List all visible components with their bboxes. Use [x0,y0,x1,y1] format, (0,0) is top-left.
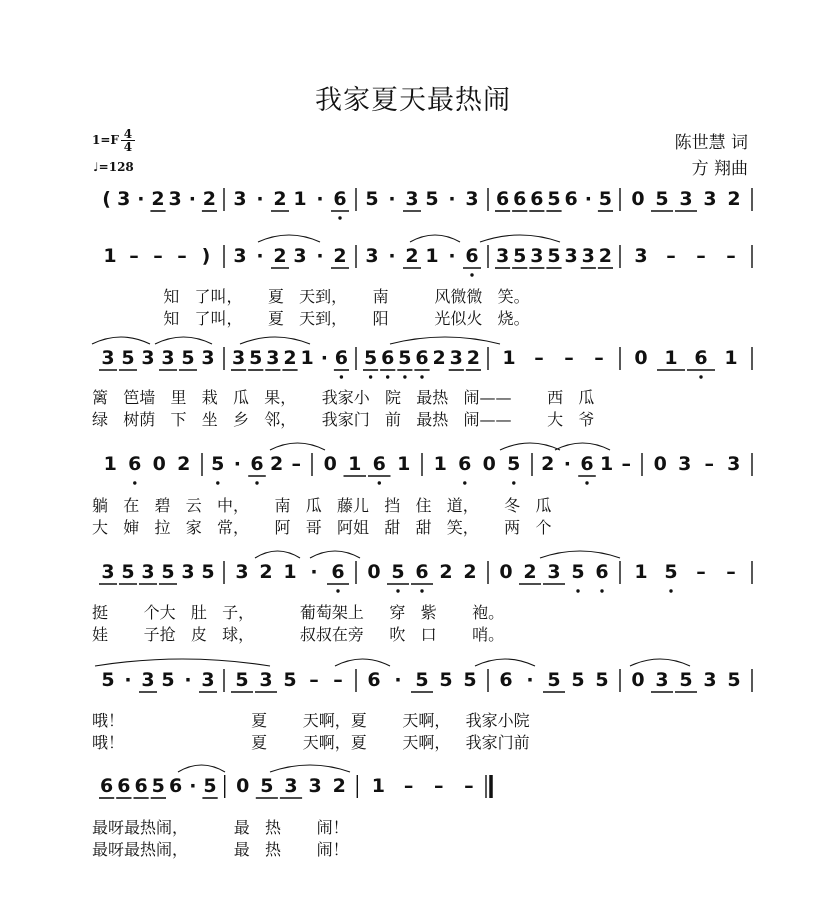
note: 1 [664,347,678,369]
note: 0 [634,347,648,369]
note: 3 [727,453,741,475]
lower-octave-dot [255,481,258,484]
lyrics-row-4-verse-2: 大 婶 拉 家 常， 阿 哥 阿姐 甜 甜 笑， 两 个 [92,518,552,537]
slur [335,659,390,666]
note: 3 [161,347,175,369]
lower-octave-dot [340,375,343,378]
note: 1 [300,347,314,369]
note: 5 [211,453,225,475]
note: 0 [236,775,250,797]
dot: · [256,245,264,267]
note: 6 [134,775,148,797]
note: 5 [398,347,412,369]
note: 2 [541,453,555,475]
time-bottom: 4 [123,140,133,154]
note: 5 [727,669,741,691]
note: 2 [405,245,419,267]
lower-octave-dot [512,481,515,484]
note: 1 [103,453,117,475]
note: 2 [333,245,347,267]
note: 6 [513,188,527,210]
note: 5 [595,669,609,691]
note: 2 [439,561,453,583]
note: 5 [161,561,175,583]
slur [270,443,325,450]
note: 5 [203,775,217,797]
composer-credit: 方 翔曲 [691,159,748,179]
lower-octave-dot [338,216,341,219]
key-label: 1=F [92,133,119,147]
note: 2 [463,561,477,583]
note: 2 [259,561,273,583]
note: 2 [523,561,537,583]
note: 2 [332,775,346,797]
note: 0 [367,561,381,583]
slur [310,551,360,558]
lower-octave-dot [600,589,603,592]
note: 5 [201,561,215,583]
dot: · [189,775,197,797]
dot: · [316,245,324,267]
dash: – [666,245,676,267]
note: 3 [117,188,131,210]
dash: – [564,347,574,369]
lower-octave-dot [420,375,423,378]
note: 5 [260,775,274,797]
dash: – [534,347,544,369]
dash: – [621,453,631,475]
time-top: 4 [121,128,135,141]
note: 0 [152,453,166,475]
lower-octave-dot [470,273,473,276]
note: 5 [679,669,693,691]
note: 5 [101,669,115,691]
note: ( [102,188,111,210]
note: 3 [449,347,463,369]
note: 3 [703,669,717,691]
note: 2 [466,347,481,369]
note: 5 [513,245,527,267]
note: 3 [564,245,578,267]
slur [95,659,270,666]
note: 5 [425,188,439,210]
lower-octave-dot [386,375,389,378]
note: 1 [293,188,307,210]
note: 5 [547,669,561,691]
note: 2 [273,188,287,210]
note: 6 [168,775,183,797]
note: 6 [381,347,395,369]
note: 5 [507,453,521,475]
note: 3 [547,561,561,583]
lower-octave-dot [420,589,423,592]
note: 5 [598,188,613,210]
lyrics-row-6-verse-1: 哦！ 夏 天啊，夏 天啊， 我家小院 [92,711,530,730]
note: 0 [499,561,513,583]
note: 3 [308,775,322,797]
note: 6 [564,188,578,210]
note: 3 [365,245,379,267]
note: 2 [598,245,613,267]
note: 2 [727,188,741,210]
note: 3 [634,245,648,267]
slur [480,235,560,242]
dash: – [464,775,474,797]
note: 3 [678,453,692,475]
note: 5 [365,188,379,210]
note: 0 [323,453,337,475]
tempo-value: =128 [98,160,134,174]
dot: · [394,669,402,691]
note: 3 [181,561,195,583]
note: 6 [367,669,381,691]
dot: · [256,188,264,210]
note: 1 [634,561,648,583]
note: 2 [202,188,217,210]
note: 1 [724,347,738,369]
lower-octave-dot [396,589,399,592]
note: 0 [631,188,645,210]
lyrics-row-4-verse-1: 躺 在 碧 云 中， 南 瓜 藤儿 挡 住 道， 冬 瓜 [92,496,552,515]
note: 6 [465,245,479,267]
dash: – [726,245,736,267]
lower-octave-dot [463,481,466,484]
dash: – [433,775,444,797]
note: 6 [530,188,544,210]
note: 2 [273,245,287,267]
note: 3 [293,245,307,267]
dash: – [291,453,301,475]
lower-octave-dot [576,589,579,592]
note: 6 [117,775,131,797]
note: 6 [415,561,429,583]
dash: – [129,245,139,267]
note: 3 [231,347,246,369]
slur [92,337,150,344]
note: 3 [530,245,544,267]
quarter-note-icon: ♩ [93,160,99,174]
lower-octave-dot [216,481,219,484]
note: 3 [405,188,419,210]
lower-octave-dot [369,375,372,378]
note: 5 [181,347,195,369]
note: 1 [599,453,614,475]
slur [240,337,310,344]
note: 6 [458,453,472,475]
note: 2 [283,347,297,369]
note: 2 [432,347,446,369]
lyrics-row-7-verse-2: 最呀最热闹， 最 热 闹！ [92,840,349,859]
note: 6 [333,188,347,210]
lyrics-row-2-verse-2: 知 了叫， 夏 天到， 阳 光似火 烧。 [92,309,530,328]
note: 3 [141,669,155,691]
dot: · [310,561,318,583]
dot: · [448,245,456,267]
note: 6 [128,453,142,475]
lyrics-row-6-verse-2: 哦！ 夏 天啊，夏 天啊， 我家门前 [92,733,530,752]
note: 5 [439,669,453,691]
slur [410,235,460,242]
lower-octave-dot [699,375,702,378]
note: 1 [103,245,117,267]
lyrics-row-7-verse-1: 最呀最热闹， 最 热 闹！ [92,818,349,837]
note: 0 [482,453,496,475]
lower-octave-dot [336,589,339,592]
note: 6 [334,347,349,369]
note: 5 [121,347,135,369]
dash: – [309,669,319,691]
dot: · [388,188,396,210]
slur [630,659,690,666]
note: 5 [283,669,297,691]
note: 3 [465,188,479,210]
note: 6 [372,453,386,475]
dash: – [177,245,187,267]
note: 1 [371,775,386,797]
note: 5 [547,245,561,267]
note: 5 [249,347,263,369]
note: 1 [397,453,411,475]
note: 3 [201,347,215,369]
note: 5 [151,775,165,797]
slur [178,765,225,772]
dash: – [594,347,604,369]
note: 3 [168,188,182,210]
slur [155,337,212,344]
slur [255,551,300,558]
lower-octave-dot [378,481,381,484]
dot: · [526,669,534,691]
slur [540,551,620,558]
note: 3 [101,561,115,583]
note: 5 [121,561,135,583]
note: 2 [151,188,165,210]
note: 3 [201,669,215,691]
note: 3 [101,347,115,369]
dot: · [188,188,196,210]
song-title: 我家夏天最热闹 [315,85,511,116]
slur [500,443,560,450]
lower-octave-dot [403,375,406,378]
note: 6 [415,347,429,369]
lower-octave-dot [585,481,588,484]
note: 5 [547,188,561,210]
note: 6 [99,775,114,797]
note: 6 [331,561,345,583]
slur [475,659,535,666]
note: 6 [499,669,513,691]
note: 3 [495,245,510,267]
dash: – [696,561,706,583]
dash: – [153,245,163,267]
note: 5 [235,669,249,691]
note: 3 [233,188,247,210]
dash: – [403,775,414,797]
slur [555,443,610,450]
dot: · [584,188,592,210]
note: 3 [259,669,273,691]
note: 3 [235,561,249,583]
dot: · [316,188,324,210]
note: 5 [664,561,678,583]
note: 1 [348,453,362,475]
dash: – [726,561,736,583]
note: ) [201,245,211,267]
lyricist-credit: 陈世慧 词 [674,133,748,153]
note: 1 [433,453,447,475]
lyrics-row-3-verse-2: 绿 树荫 下 坐 乡 邻， 我家门 前 最热 闹—— 大 爷 [92,410,595,429]
note: 2 [177,453,191,475]
dot: · [124,669,132,691]
note: 6 [595,561,609,583]
note: 3 [233,245,247,267]
slur [258,235,320,242]
dot: · [137,188,145,210]
dot: · [448,188,456,210]
note: 3 [679,188,693,210]
note: 3 [703,188,717,210]
note: 5 [415,669,429,691]
note: 5 [363,347,378,369]
note: 5 [463,669,477,691]
note: 5 [161,669,175,691]
slur [390,337,500,344]
dot: · [320,347,328,369]
note: 5 [655,188,669,210]
dot: · [233,453,242,475]
dot: · [388,245,396,267]
note: 3 [655,669,669,691]
dash: – [333,669,343,691]
dot: · [563,453,572,475]
note: 1 [425,245,439,267]
note: 0 [653,453,667,475]
dash: – [704,453,715,475]
note: 3 [581,245,595,267]
note: 1 [502,347,516,369]
note: 5 [571,669,585,691]
dot: · [184,669,192,691]
note: 6 [580,453,594,475]
note: 3 [141,561,155,583]
dash: – [696,245,706,267]
note: 6 [495,188,510,210]
lower-octave-dot [133,481,136,484]
note: 3 [266,347,280,369]
lower-octave-dot [669,589,672,592]
note: 6 [694,347,708,369]
slur [270,765,350,772]
note: 0 [631,669,645,691]
note: 5 [391,561,405,583]
note: 3 [284,775,298,797]
note: 5 [571,561,585,583]
note: 2 [269,453,284,475]
lyrics-row-5-verse-2: 娃 子抢 皮 球， 叔叔在旁 吹 口 哨。 [92,625,505,644]
lyrics-row-2-verse-1: 知 了叫， 夏 天到， 南 风微微 笑。 [92,287,530,306]
lyrics-row-3-verse-1: 篱 笆墙 里 栽 瓜 果， 我家小 院 最热 闹—— 西 瓜 [92,388,595,407]
lyrics-row-5-verse-1: 挺 个大 肚 子， 葡萄架上 穿 紫 袍。 [92,603,505,622]
note: 6 [250,453,264,475]
note: 1 [283,561,297,583]
note: 3 [141,347,155,369]
